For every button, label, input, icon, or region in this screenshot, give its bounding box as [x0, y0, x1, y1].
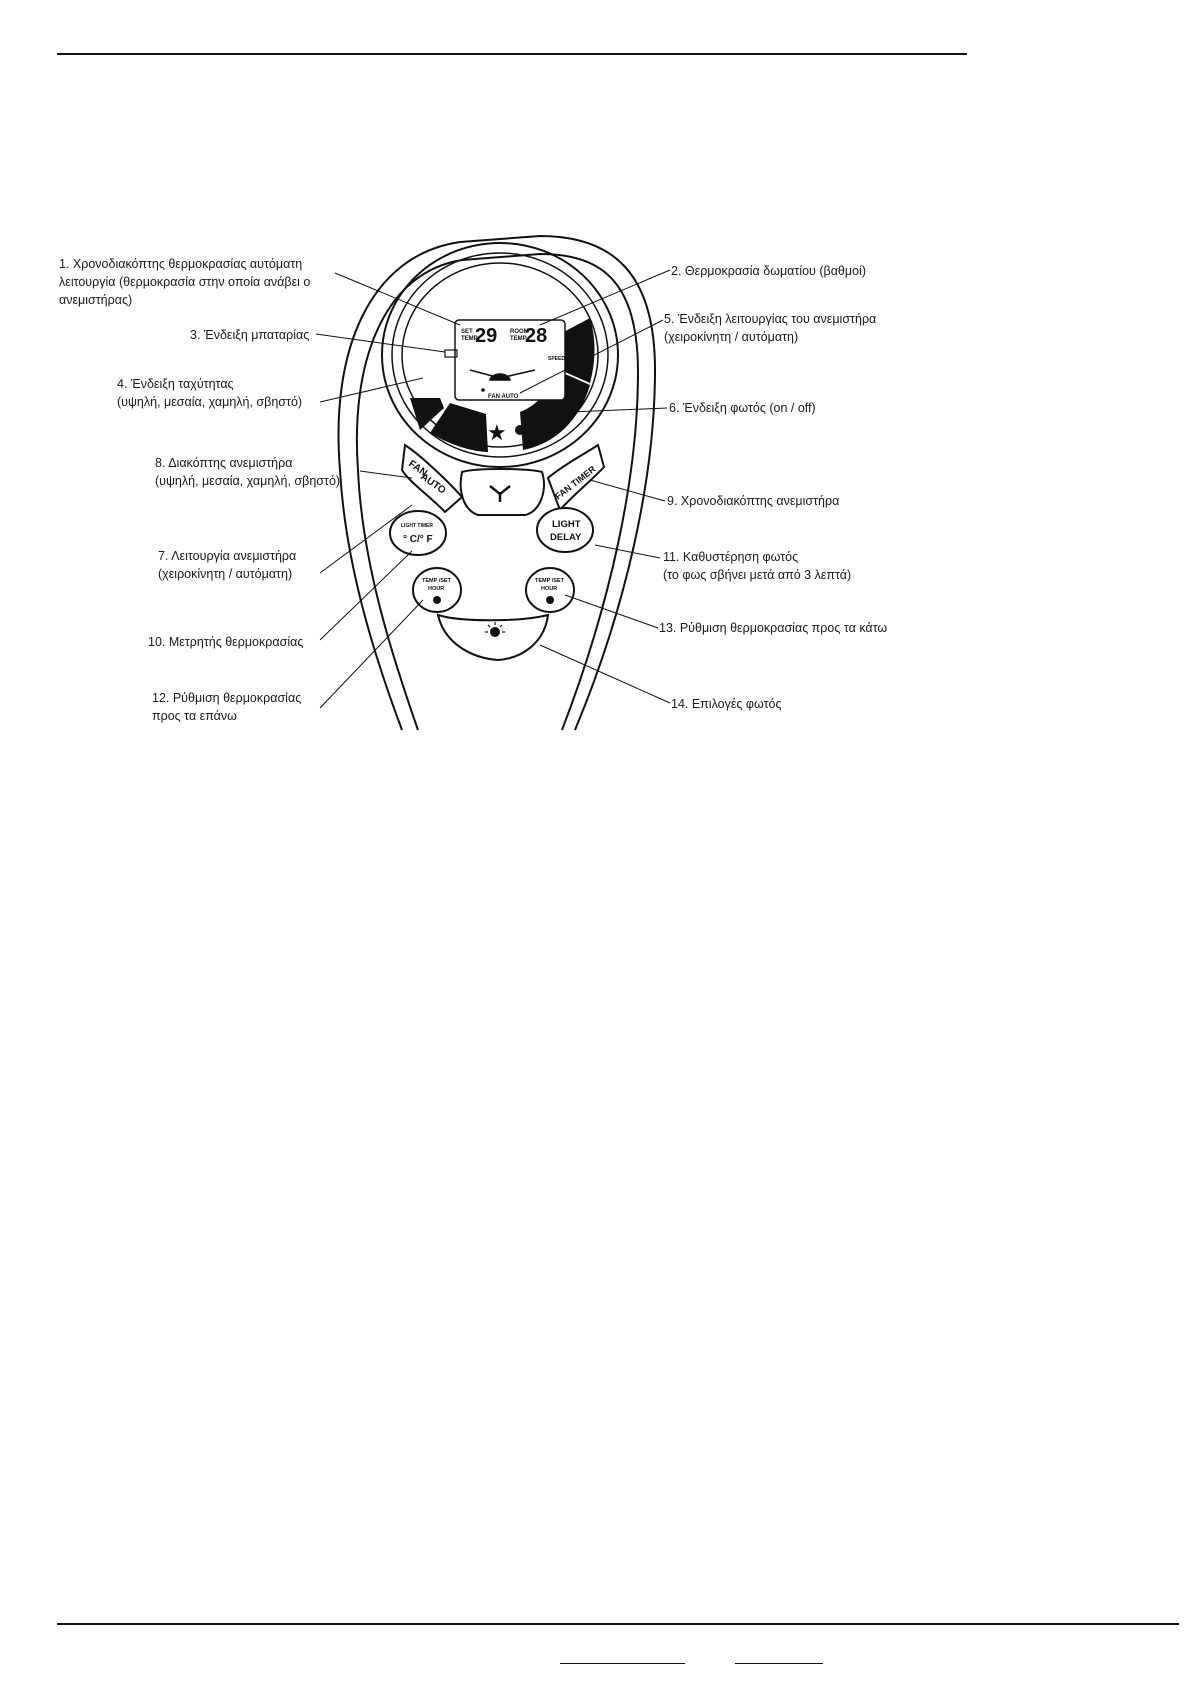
fan-speed-button[interactable]: [461, 469, 544, 515]
fan-timer-button[interactable]: [548, 445, 604, 510]
callout-9-label: 9. Χρονοδιακόπτης ανεμιστήρα: [667, 494, 840, 508]
temp-set-up-label-1: TEMP /SET: [422, 578, 451, 584]
temp-up-icon: [433, 596, 441, 604]
callout-6-label: 6. Ένδειξη φωτός (on / off): [669, 401, 816, 415]
callout-13-label: 13. Ρύθμιση θερμοκρασίας προς τα κάτω: [659, 621, 888, 635]
light-timer-cf-label: ° C/° F: [403, 534, 433, 545]
light-options-button[interactable]: [438, 615, 548, 660]
temp-set-up-label-2: HOUR: [428, 586, 445, 592]
footer-rule: [57, 1623, 1179, 1625]
room-temp-label-1: ROOM: [510, 329, 529, 335]
set-temp-label-2: TEMP: [461, 336, 478, 342]
room-temp-label-2: TEMP: [510, 336, 527, 342]
callout-14-label: 14. Επιλογές φωτός: [671, 697, 782, 711]
callout-1-label: 1. Χρονοδιακόπτης θερμοκρασίας αυτόματη λειτουργία (θερμοκρασία στην οποία ανάβει ο ανεμιστήρας): [59, 257, 311, 307]
temp-set-down-label-2: HOUR: [541, 586, 558, 592]
footer-underline-2: [735, 1663, 823, 1664]
callout-11-label: 11. Καθυστέρηση φωτός (το φως σβήνει μετά από 3 λεπτά): [663, 550, 852, 582]
fan-auto-label-1: FAN: [406, 458, 429, 479]
callout-10-label: 10. Μετρητής θερμοκρασίας: [148, 635, 304, 649]
temp-set-down-button[interactable]: [526, 568, 574, 612]
light-bulb-icon: [490, 627, 500, 637]
callout-2-label: 2. Θερμοκρασία δωματίου (βαθμοί): [671, 264, 866, 278]
fan-auto-button[interactable]: [402, 445, 462, 512]
room-temp-value: 28: [525, 325, 548, 347]
fan-auto-label-2: AUTO: [418, 471, 448, 497]
lcd-screen: [445, 320, 565, 400]
set-temp-label-1: SET: [461, 329, 473, 335]
light-on-dot-icon: [515, 425, 525, 435]
set-temp-value: 29: [475, 325, 498, 347]
temp-set-down-label-1: TEMP /SET: [535, 578, 564, 584]
light-delay-label-2: DELAY: [550, 532, 582, 543]
callout-5-label: 5. Ένδειξη λειτουργίας του ανεμιστήρα (χειροκίνητη / αυτόματη): [664, 312, 877, 344]
temp-set-up-button[interactable]: [413, 568, 461, 612]
speed-text: SPEED: [548, 356, 565, 362]
callout-3-label: 3. Ένδειξη μπαταρίας: [190, 328, 310, 342]
mode-text: FAN AUTO: [488, 394, 519, 400]
light-timer-button[interactable]: [390, 511, 446, 555]
callout-4-label: 4. Ένδειξη ταχύτητας (υψηλή, μεσαία, χαμηλή, σβηστό): [117, 377, 303, 409]
callout-8-label: 8. Διακόπτης ανεμιστήρα (υψηλή, μεσαία, χαμηλή, σβηστό): [155, 456, 341, 488]
light-delay-button[interactable]: [537, 508, 593, 552]
callout-12-label: 12. Ρύθμιση θερμοκρασίας προς τα επάνω: [152, 691, 302, 723]
light-star-icon: ★: [487, 420, 507, 445]
fan-timer-label: FAN TIMER: [553, 463, 598, 502]
footer-underline-1: [560, 1663, 685, 1664]
callout-7-label: 7. Λειτουργία ανεμιστήρα (χειροκίνητη / αυτόματη): [158, 549, 297, 581]
temp-down-icon: [546, 596, 554, 604]
light-dot-icon: [481, 388, 485, 392]
light-timer-small-label: LIGHT TIMER: [401, 523, 433, 529]
light-delay-label-1: LIGHT: [552, 519, 581, 530]
